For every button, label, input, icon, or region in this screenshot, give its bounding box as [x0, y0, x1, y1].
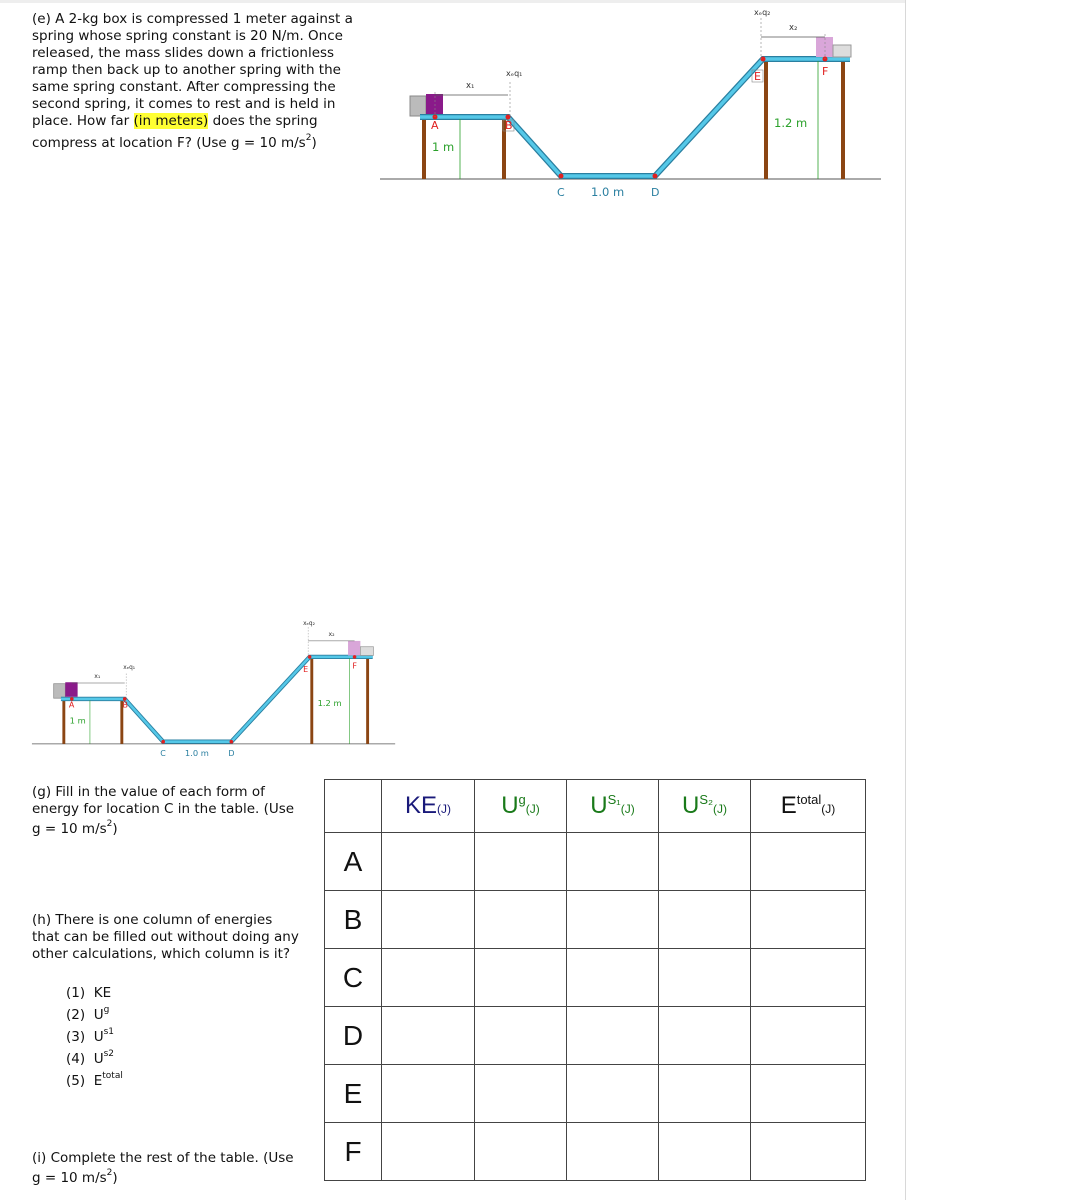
post: [62, 700, 65, 744]
point-c-marker: [559, 174, 564, 179]
question-i-line: [32, 1170, 294, 1187]
cell[interactable]: [475, 1007, 567, 1065]
height-left-label: 1 m: [432, 140, 455, 154]
xeq2-label: xₑq₂: [754, 8, 771, 17]
choice-label: KE: [93, 985, 112, 1001]
label-b: B: [505, 119, 513, 132]
choice-number: (3): [66, 1029, 86, 1045]
table-row: [325, 891, 866, 949]
cell[interactable]: [382, 891, 475, 949]
label-d: D: [651, 186, 660, 199]
text-fragment: ): [112, 821, 118, 837]
choice-label: U: [93, 1007, 104, 1023]
cell[interactable]: [751, 891, 866, 949]
choice-number: (1): [66, 985, 86, 1001]
superscript: 2: [305, 133, 312, 143]
cell[interactable]: [567, 891, 659, 949]
question-e-line: released, the mass slides down a frictionless: [32, 45, 335, 61]
cell[interactable]: [475, 1123, 567, 1181]
question-e-line: second spring, it comes to rest and is held in: [32, 96, 336, 112]
label-f: F: [352, 661, 357, 671]
choice-item: [66, 1048, 123, 1070]
superscript: g: [103, 1005, 110, 1015]
spring-left: [54, 684, 66, 699]
point-d-marker: [653, 174, 658, 179]
cell[interactable]: [382, 1065, 475, 1123]
header-ug: [475, 780, 567, 833]
question-e-line: spring whose spring constant is 20 N/m. Once: [32, 28, 343, 44]
post: [764, 61, 768, 179]
header-ke: [382, 780, 475, 833]
header-unit: (J): [437, 802, 451, 816]
question-i: [32, 1150, 294, 1187]
point-d-marker: [230, 740, 234, 744]
superscript: s2: [103, 1049, 115, 1059]
question-e-line: same spring constant. After compressing the: [32, 79, 336, 95]
question-h-line: other calculations, which column is it?: [32, 946, 291, 962]
spring-right: [360, 647, 373, 656]
point-e-marker: [761, 57, 766, 62]
cell[interactable]: [567, 949, 659, 1007]
spring-right: [833, 45, 851, 57]
question-e: [32, 11, 353, 152]
header-unit: (J): [620, 802, 635, 816]
bottom-length-label: 1.0 m: [184, 748, 209, 759]
header-base: U: [590, 792, 608, 819]
box-start: [426, 94, 443, 114]
superscript: 2: [106, 1168, 113, 1178]
text-fragment: compress at location F? (Use g = 10 m/s: [32, 135, 306, 151]
header-etotal: [751, 780, 866, 833]
label-e: E: [303, 665, 309, 675]
question-g-line: [32, 821, 294, 838]
height-left-label: 1 m: [69, 715, 86, 726]
header-us1: [567, 780, 659, 833]
cell[interactable]: [751, 1065, 866, 1123]
bottom-length-label: 1.0 m: [591, 185, 625, 199]
cell[interactable]: [659, 833, 751, 891]
question-h: [32, 912, 299, 963]
box-end: [348, 641, 360, 656]
height-right-label: 1.2 m: [774, 116, 808, 130]
post: [366, 658, 369, 744]
row-label-b: B: [325, 891, 382, 949]
cell[interactable]: [567, 1065, 659, 1123]
question-e-line: ramp then back up to another spring with the: [32, 62, 341, 78]
highlighted-text: (in meters): [133, 113, 209, 129]
label-c: C: [160, 749, 166, 759]
text-fragment: place. How far: [32, 113, 134, 129]
choice-item: [66, 1004, 123, 1026]
header-unit: (J): [821, 802, 836, 816]
box-start: [65, 682, 77, 697]
header-base: E: [780, 792, 797, 819]
question-e-line: (e) A 2-kg box is compressed 1 meter against a: [32, 11, 353, 27]
table-header-row: [325, 780, 866, 833]
header-unit: (J): [713, 802, 728, 816]
cell[interactable]: [659, 1123, 751, 1181]
question-e-line: [32, 135, 353, 152]
cell[interactable]: [382, 949, 475, 1007]
cell[interactable]: [751, 1007, 866, 1065]
table-row: [325, 833, 866, 891]
height-right-label: 1.2 m: [317, 698, 342, 709]
table-row: [325, 1123, 866, 1181]
cell[interactable]: [567, 1123, 659, 1181]
row-label-c: C: [325, 949, 382, 1007]
choice-item: [66, 982, 123, 1004]
page-right-border: [905, 0, 906, 1200]
superscript: 2: [106, 819, 113, 829]
cell[interactable]: [475, 1065, 567, 1123]
table-corner-cell: [325, 780, 382, 833]
question-h-line: (h) There is one column of energies: [32, 912, 273, 928]
header-unit: (J): [525, 802, 540, 816]
row-label-a: A: [325, 833, 382, 891]
text-fragment: g = 10 m/s: [32, 1170, 107, 1186]
post: [841, 61, 845, 179]
choice-item: [66, 1070, 123, 1092]
xeq2-label: xₑq₂: [303, 620, 315, 627]
header-us2: [659, 780, 751, 833]
cell[interactable]: [659, 891, 751, 949]
header-sup: total: [796, 792, 822, 807]
choice-label: U: [93, 1029, 104, 1045]
question-g: [32, 784, 294, 838]
choice-label: E: [93, 1073, 103, 1089]
table-row: [325, 1007, 866, 1065]
table-row: [325, 1065, 866, 1123]
xeq1-label: xₑq₁: [123, 665, 136, 672]
x2-label: x₂: [328, 630, 335, 638]
box-end: [816, 37, 833, 57]
post: [422, 119, 426, 179]
choice-number: (2): [66, 1007, 86, 1023]
question-g-line: (g) Fill in the value of each form of: [32, 784, 265, 800]
choice-label: U: [93, 1051, 104, 1067]
row-label-e: E: [325, 1065, 382, 1123]
page-top-border: [0, 0, 905, 3]
energy-table: [324, 779, 866, 1181]
row-label-f: F: [325, 1123, 382, 1181]
text-fragment: g = 10 m/s: [32, 821, 107, 837]
cell[interactable]: [751, 949, 866, 1007]
post: [310, 658, 313, 744]
choice-number: (5): [66, 1073, 86, 1089]
cell[interactable]: [659, 949, 751, 1007]
cell[interactable]: [382, 1123, 475, 1181]
superscript: total: [102, 1071, 123, 1081]
x2-label: x₂: [789, 23, 798, 33]
text-fragment: ): [112, 1170, 118, 1186]
header-sup: S₁: [607, 792, 621, 807]
row-label-d: D: [325, 1007, 382, 1065]
question-g-line: energy for location C in the table. (Use: [32, 801, 295, 817]
header-base: U: [501, 792, 519, 819]
label-b: B: [122, 700, 129, 710]
point-f-marker: [353, 655, 357, 659]
cell[interactable]: [659, 1007, 751, 1065]
text-fragment: ): [311, 135, 317, 151]
label-a: A: [68, 700, 75, 710]
label-f: F: [822, 65, 829, 78]
cell[interactable]: [382, 833, 475, 891]
header-base: KE: [404, 792, 437, 819]
cell[interactable]: [475, 949, 567, 1007]
cell[interactable]: [567, 833, 659, 891]
question-h-line: that can be filled out without doing any: [32, 929, 299, 945]
point-c-marker: [161, 740, 165, 744]
text-fragment: does the spring: [208, 113, 318, 129]
x1-label: x₁: [466, 81, 475, 91]
x1-label: x₁: [94, 672, 101, 680]
ramp-diagram-small: [30, 617, 400, 762]
question-i-line: (i) Complete the rest of the table. (Use: [32, 1150, 294, 1166]
cell[interactable]: [659, 1065, 751, 1123]
cell[interactable]: [751, 833, 866, 891]
spring-left: [410, 96, 426, 116]
cell[interactable]: [382, 1007, 475, 1065]
ramp-diagram-large: [380, 4, 885, 204]
choice-number: (4): [66, 1051, 86, 1067]
label-d: D: [228, 749, 235, 759]
cell[interactable]: [567, 1007, 659, 1065]
label-e: E: [754, 70, 761, 83]
cell[interactable]: [475, 833, 567, 891]
cell[interactable]: [751, 1123, 866, 1181]
superscript: s1: [103, 1027, 115, 1037]
xeq1-label: xₑq₁: [506, 69, 523, 78]
choice-item: [66, 1026, 123, 1048]
header-sup: g: [518, 792, 526, 807]
answer-choices: [66, 982, 123, 1092]
table-row: [325, 949, 866, 1007]
point-e-marker: [308, 655, 312, 659]
header-sup: S₂: [699, 792, 714, 807]
cell[interactable]: [475, 891, 567, 949]
question-e-line: [32, 113, 353, 130]
header-base: U: [681, 792, 700, 819]
label-c: C: [557, 186, 565, 199]
label-a: A: [431, 119, 439, 132]
